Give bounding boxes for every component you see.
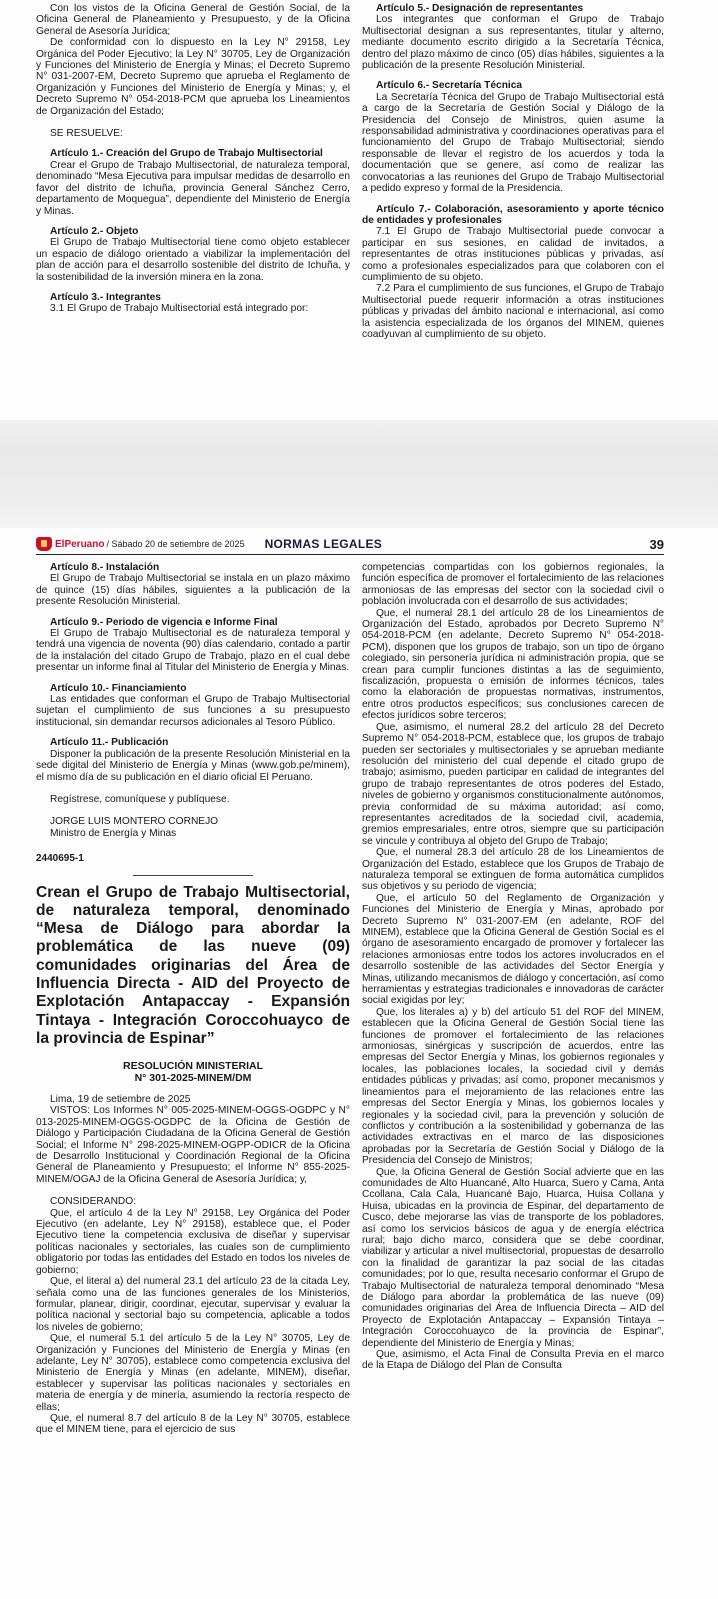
resolution-label: RESOLUCIÓN MINISTERIAL [122, 1060, 263, 1073]
column-right [362, 3, 664, 340]
article-heading: Artículo 9.- Periodo de vigencia e Informe Final [50, 616, 278, 628]
article-heading: Artículo 8.- Instalación [50, 562, 160, 573]
page-bottom [0, 528, 718, 1599]
article-heading: Artículo 6.- Secretaría Técnica [376, 80, 523, 92]
column-right [362, 562, 664, 1372]
signatory-title: Ministro de Energía y Minas [50, 827, 177, 839]
paragraph: La Secretaría Técnica del Grupo de Trabajo Multisectorial está a cargo de la Secretaría de Gestión Social y Diálogo de la Presidencia del Consejo de Ministros, quien asume la responsabilidad administrativa y coordinaciones operativas para el funcionamiento del Grupo de Trabajo Multisectorial; siendo responsable de llevar el registro de los acuerdos y toda la documentación que se genere, así como de realizar las convocatorias a las reuniones del Grupo de Trabajo Multisectorial a pedido expreso y formal de la Presidencia. [362, 91, 664, 195]
article-heading: Artículo 3.- Integrantes [50, 291, 161, 303]
page-number: 39 [649, 536, 664, 552]
paragraph: Que, el numeral 8.7 del artículo 8 de la Ley N° 30705, establece que el MINEM tiene, para el ejercicio de sus [36, 1412, 350, 1436]
article-heading: Artículo 7.- Colaboración, asesoramiento y aporte técnico de entidades y profesionales [362, 203, 664, 226]
column-left [36, 3, 350, 315]
section-label: CONSIDERANDO: [50, 1196, 137, 1208]
paragraph: Que, el numeral 5.1 del artículo 5 de la Ley N° 30705, Ley de Organización y Funciones del Ministerio de Energía y Minas (en adelante, Ley N° 30705), establece como competencia exclusiva del Ministerio de Energía y Minas (en adelante, MINEM), diseñar, establecer y supervisar las políticas nacionales y sectoriales en materia de energía y de minería, asumiendo la rectoría respecto de ellas; [36, 1333, 350, 1413]
paragraph: Con los vistos de la Oficina General de Gestión Social, de la Oficina General de Planeamiento y Presupuesto, y de la Oficina General de Asesoría Jurídica; [36, 3, 350, 37]
paragraph: El Grupo de Trabajo Multisectorial se instala en un plazo máximo de quince (15) días hábiles, siguientes a la publicación de la presente Resolución Ministerial. [36, 573, 350, 608]
paragraph: Disponer la publicación de la presente Resolución Ministerial en la sede digital del Ministerio de Energía y Minas (www.gob.pe/minem), el mismo día de su publicación en el diario oficial El Peruano. [36, 748, 350, 783]
paragraph: Que, el artículo 50 del Reglamento de Organización y Funciones del Ministerio de Energía y Minas, aprobado por Decreto Supremo N° 031-2007-EM (en adelante, ROF del MINEM), establece que la Oficina General de Gestión Social es el órgano de asesoramiento encargado de promover y fortalecer las relaciones armoniosas entre todos los actores involucrados en el desarrollo sostenible de las actividades del Sector Energía y Minas, utilizando mecanismos de diálogo y concertación, así como herramientas y estrategias tradicionales e innovadoras de carácter social exigidas por ley; [362, 892, 664, 1007]
brand-name: ElPeruano [55, 538, 105, 550]
paragraph: Que, la Oficina General de Gestión Social advierte que en las comunidades de Alto Huancané, Alto Huarca, Suero y Cama, Anta Ccollana, Cala Cala, Huancané Bajo, Huarca, Huisa Collana y Huisa, ubicadas en la provincia de Espinar, del departamento de Cusco, debe mejorarse las vías de transporte de los pobladores, así como los servicios básicos de agua y de energía eléctrica rural; bajo dicho marco, considera que se debe coordinar, viabilizar y articular a nivel multisectorial, propuestas de desarrollo con la finalidad de garantizar la paz social de las citadas comunidades; por lo que, resulta necesario conformar el Grupo de Trabajo Multisectorial de naturaleza temporal denominado “Mesa de Diálogo para abordar la problemática de las nueve (09) comunidades originarias del Área de Influencia Directa – AID del Proyecto de Explotación Antapaccay – Expansión Tintaya – Integración Coroccohuayco de la provincia de Espinar”, dependiente del Ministerio de Energía y Minas; [362, 1166, 664, 1349]
paragraph: VISTOS: Los Informes N° 005-2025-MINEM-OGGS-OGDPC y N° 013-2025-MINEM-OGGS-OGDPC de la Oficina de Gestión de Diálogo y Participación Ciudadana de la Oficina General de Gestión Social; el Informe N° 298-2025-MINEM-OGPP-ODICR de la Oficina de Desarrollo Institucional y Coordinación Regional de la Oficina General de Planeamiento y Presupuesto; el Informe N° 855-2025-MINEM/OGAJ de la Oficina General de Asesoría Jurídica; y, [36, 1105, 350, 1185]
article-heading: Artículo 1.- Creación del Grupo de Trabajo Multisectorial [50, 148, 323, 160]
signatory-name: JORGE LUIS MONTERO CORNEJO [50, 816, 219, 828]
divider-rule [133, 875, 253, 876]
paragraph: Que, el numeral 28.1 del artículo 28 de los Lineamientos de Organización del Estado, aprobados por Decreto Supremo N° 054-2018-PCM (en adelante, Decreto Supremo N° 054-2018-PCM), disponen que los grupos de trabajo, son un tipo de órgano colegiado, sin personería jurídica ni administración propia, que se crean para cumplir funciones distintas a las de seguimiento, fiscalización, propuesta o emisión de informes técnicos, tales como la elaboración de propuestas normativas, instrumentos, entre otros productos específicos; sus conclusiones carecen de efectos jurídicos sobre terceros; [362, 607, 664, 722]
page-top [0, 0, 718, 420]
paragraph: Que, el literal a) del numeral 23.1 del artículo 23 de la citada Ley, señala como una de las funciones generales de los Ministerios, formular, planear, dirigir, coordinar, ejecutar, supervisar y evaluar la política nacional y sectorial bajo su competencia, aplicable a todos los niveles de gobierno; [36, 1276, 350, 1333]
paragraph: 3.1 El Grupo de Trabajo Multisectorial está integrado por: [50, 303, 309, 315]
paragraph: Que, los literales a) y b) del artículo 51 del ROF del MINEM, establecen que la Oficina General de Gestión Social tiene las funciones de promover el fortalecimiento de las relaciones armoniosas, sinérgicas y suscripción de acuerdos, entre las empresas del Sector Energía y Minas, los gobiernos regionales y locales, las poblaciones locales, la sociedad civil y demás entidades públicas y privadas; así como, proponer mecanismos y lineamientos para el mejoramiento de las relaciones entre las empresas del Sector Energía y Minas, los gobiernos locales y regionales y la sociedad civil, para la prevención y solución de conflictos y contribución a la sostenibilidad y gobernanza de las actividades extractivas en el marco de las disposiciones aprobadas por la Secretaría de Gestión Social y Diálogo de la Presidencia del Consejo de Ministros; [362, 1006, 664, 1167]
paragraph: El Grupo de Trabajo Multisectorial es de naturaleza temporal y tendrá una vigencia de noventa (90) días calendario, contado a partir de la instalación del citado Grupo de Trabajo, plazo en el cual debe presentar un informe final al Titular del Ministerio de Energía y Minas. [36, 628, 350, 674]
header-date: / Sábado 20 de setiembre de 2025 [106, 539, 245, 549]
paragraph: Que, asimismo, el numeral 28.2 del artículo 28 del Decreto Supremo N° 054-2018-PCM, establece que, los grupos de trabajo pueden ser sectoriales y multisectoriales y se aprueban mediante resolución del ministerio del cual depende el citado grupo de trabajo; asimismo, pueden participar en calidad de integrantes del grupo de trabajo representantes de otros poderes del Estado, niveles de gobierno y organismos constitucionalmente autónomos, previa conformidad de su máxima autoridad; así como, representantes acreditados de la sociedad civil, academia, gremios empresariales, entre otros, siempre que su participación se vincule y contribuya al objeto del Grupo de Trabajo; [362, 721, 664, 847]
article-heading: Artículo 2.- Objeto [50, 225, 139, 237]
paragraph: Los integrantes que conforman el Grupo de Trabajo Multisectorial designan a sus representantes, titular y alterno, mediante documento escrito dirigido a la Secretaría Técnica, dentro del plazo máximo de cinco (05) días hábiles, siguientes a la publicación de la presente Resolución Ministerial. [362, 14, 664, 72]
paragraph: Que, asimismo, el Acta Final de Consulta Previa en el marco de la Etapa de Diálogo del Plan de Consulta [362, 1349, 664, 1372]
section-label: Regístrese, comuníquese y publíquese. [50, 793, 230, 805]
section-label: SE RESUELVE: [50, 128, 123, 140]
resolution-title: Crean el Grupo de Trabajo Multisectorial, de naturaleza temporal, denominado “Mesa de Diálogo para abordar la problemática de las nueve (09) comunidades originarias del Área de Influencia Directa - AID del Proyecto de Explotación Antapaccay - Expansión Tintaya - Integración Coroccohuayco de la provincia de Espinar” [36, 883, 350, 1047]
place-date: Lima, 19 de setiembre de 2025 [50, 1094, 191, 1106]
paragraph: 7.2 Para el cumplimiento de sus funciones, el Grupo de Trabajo Multisectorial puede requerir información a otras instituciones públicas y privadas del ámbito nacional e internacional, así como la asistencia especializada de los órganos del MINEM, quienes coadyuvan al cumplimiento de su objeto. [362, 283, 664, 340]
crest-icon [36, 537, 52, 551]
page-gap [0, 420, 718, 528]
paragraph: Las entidades que conforman el Grupo de Trabajo Multisectorial sujetan el cumplimiento de sus funciones a su presupuesto institucional, sin demandar recursos adicionales al Tesoro Público. [36, 694, 350, 728]
article-heading: Artículo 11.- Publicación [50, 737, 169, 749]
paragraph: Que, el numeral 28.3 del artículo 28 de los Lineamientos de Organización del Estado, establece que los Grupos de Trabajo de naturaleza temporal se extinguen de forma automática cumplidos sus objetivos y su periodo de vigencia; [362, 847, 664, 893]
article-heading: Artículo 10.- Financiamiento [50, 682, 187, 694]
paragraph: De conformidad con lo dispuesto en la Ley N° 29158, Ley Orgánica del Poder Ejecutivo; la Ley N° 30705, Ley de Organización y Funciones del Ministerio de Energía y Minas; el Decreto Supremo N° 031-2007-EM, Decreto Supremo que aprueba el Reglamento de Organización y Funciones del Ministerio de Energía y Minas; y, el Decreto Supremo N° 054-2018-PCM que aprueba los Lineamientos de Organización del Estado; [36, 37, 350, 117]
paragraph: El Grupo de Trabajo Multisectorial tiene como objeto establecer un espacio de diálogo orientado a viabilizar la implementación del plan de acción para el desarrollo sostenible del distrito de Ichuña, y la sostenibilidad de la inversión minera en la zona. [36, 237, 350, 283]
paragraph: competencias compartidas con los gobiernos regionales, la función específica de promover el fortalecimiento de las relaciones armoniosas de las empresas del sector con la sociedad civil o población involucrada con el desarrollo de sus actividades; [362, 562, 664, 608]
paragraph: 7.1 El Grupo de Trabajo Multisectorial puede convocar a participar en sus sesiones, en calidad de invitados, a representantes de otras instituciones públicas y privadas, así como a profesionales especializados para que colaboren con el cumplimiento de su objeto. [362, 226, 664, 283]
page-header [36, 534, 664, 555]
section-title: NORMAS LEGALES [264, 537, 383, 551]
resolution-number: N° 301-2025-MINEM/DM [134, 1071, 252, 1084]
document-code: 2440695-1 [36, 853, 84, 865]
column-left [36, 562, 350, 1436]
paragraph: Que, el artículo 4 de la Ley N° 29158, Ley Orgánica del Poder Ejecutivo (en adelante, Ley N° 29158), establece que, el Poder Ejecutivo tiene la competencia exclusiva de diseñar y supervisar políticas nacionales y sectoriales, las cuales son de cumplimiento obligatorio por todas las entidades del Estado en todos los niveles de gobierno; [36, 1207, 350, 1276]
paragraph: Crear el Grupo de Trabajo Multisectorial, de naturaleza temporal, denominado “Mesa Ejecutiva para impulsar medidas de desarrollo en favor del distrito de Ichuña, provincia General Sánchez Cerro, departamento de Moquegua”, dependiente del Ministerio de Energía y Minas. [36, 159, 350, 217]
article-heading: Artículo 5.- Designación de representantes [376, 3, 584, 14]
